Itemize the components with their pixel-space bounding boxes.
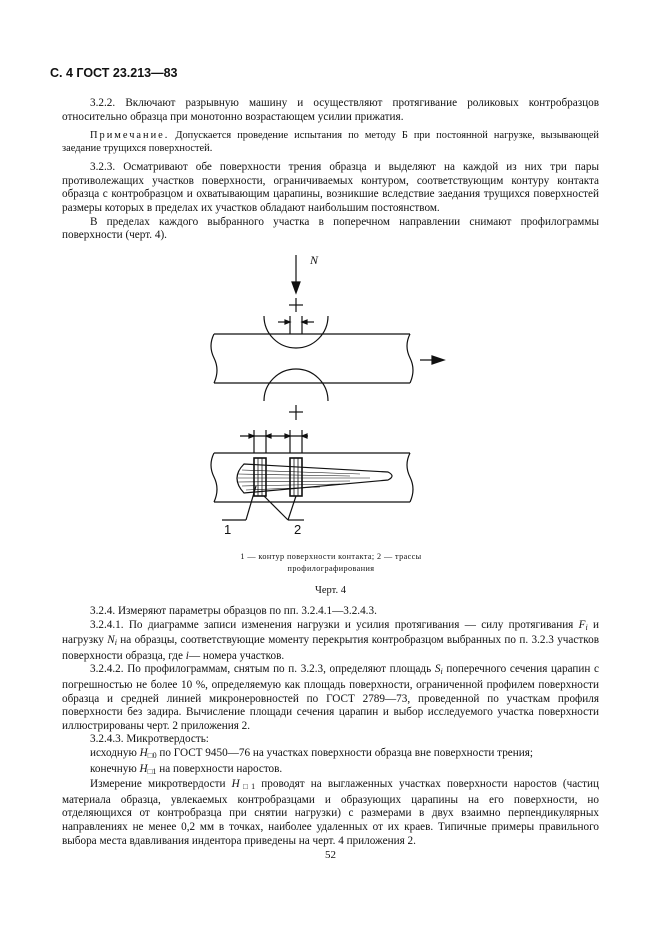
contact-contour <box>237 464 392 493</box>
figure-caption: 1 — контур поверхности контакта; 2 — трассы профилографирования <box>240 552 422 573</box>
paragraph-3-2-4-2: 3.2.4.2. По профилограммам, снятым по п. 3.2.3, определяют площадь $S_i$ поперечного сечения царапин с погрешностью не более 10 %, определяемую как площадь поверхности, ограниченной профилем поверхности образца и средней линией микронеровностей по ГОСТ 2789—73, проведенной по участкам профиля поверхности без задира. Вычисление площади сечения царапин и выбор исследуемого участка поверхности иллюстрированы черт. 2 приложения 2. <box>62 663 599 732</box>
note-label: Примечание. <box>90 130 170 142</box>
paragraph-3-2-2: 3.2.2. Включают разрывную машину и осуществляют протягивание роликовых контробразцов относительно образца при монотонно возрастающем усилии прижатия. <box>62 97 599 123</box>
paragraph-3-2-3: 3.2.3. Осматривают обе поверхности трения образца и выделяют на каждой из них три пары противолежащих участков поверхности, ограничиваемых контуром, соответствующим контуру контакта образца с контробразцом и охватывающим царапины, возникшие вследствие заедания трущихся поверхностей размеры которых в пределах их участков обладают наибольшим постоянством. <box>62 161 599 214</box>
line-final-hardness: конечную $H_{□1}$ на поверхности наростов. <box>90 762 283 776</box>
figure-title: Черт. 4 <box>315 585 346 596</box>
trace-region-1 <box>254 458 266 496</box>
paragraph-3-2-4: 3.2.4. Измеряют параметры образцов по пп. 3.2.4.1—3.2.4.3. <box>90 605 377 617</box>
paragraph-3-2-4-3: 3.2.4.3. Микротвердость: <box>90 733 209 746</box>
load-arrowhead <box>292 282 300 293</box>
plan-strip-break-left <box>211 453 217 502</box>
specimen-break-left <box>211 334 217 383</box>
paragraph-measurement: Измерение микротвердости $H_{□1}$ проводят на выглаженных участках поверхности наростов (частиц материала образца, увлекаемых контробразцами и образующих царапины на его поверхности, но отделяющихся от контробразца при снятии нагрузки) с размерами в двух взаимно перпендикулярных направлениях не менее 0,2 мм в точках, наиболее удаленных от их краев. Типичные примеры правильного выбора места вдавливания индентора приведены на черт. 4 приложения 2. <box>62 778 599 847</box>
lower-roller <box>264 369 328 401</box>
paragraph-profilogram: В пределах каждого выбранного участка в поперечном направлении снимают профилограммы поверхности (черт. 4). <box>62 215 599 242</box>
page-number: 52 <box>325 849 336 861</box>
leader-2a <box>264 496 288 520</box>
page-header: С. 4 ГОСТ 23.213—83 <box>50 66 178 80</box>
upper-roller <box>264 316 328 348</box>
figure-4-diagram <box>200 250 460 540</box>
note-paragraph <box>62 129 599 155</box>
trace-region-2 <box>290 458 302 496</box>
pull-arrowhead <box>432 356 444 364</box>
callout-1: 1 <box>224 522 232 537</box>
callout-2: 2 <box>294 522 302 537</box>
specimen-break-right <box>407 334 413 383</box>
load-label: N <box>310 253 319 267</box>
paragraph-3-2-4-1: 3.2.4.1. По диаграмме записи изменения нагрузки и усилия протягивания — силу протягивания $F_i$ и нагрузку $N_i$ на образцы, соответствующие моменту перекрытия контробразцом выбранных по п. 3.2.3 участков поверхности образца, где i— номера участков. <box>62 618 599 662</box>
line-initial-hardness: исходную $H_{□0}$ по ГОСТ 9450—76 на участках поверхности образца вне поверхности трения; <box>90 746 533 760</box>
leader-2b <box>288 496 296 520</box>
note-text: Допускается проведение испытания по методу Б при постоянной нагрузке, вызывающей заедание трущихся поверхностей. <box>62 130 599 155</box>
plan-strip-break-right <box>407 453 413 502</box>
text-section-upper <box>62 97 599 243</box>
text-section-lower <box>62 605 599 848</box>
leader-1 <box>246 486 256 520</box>
